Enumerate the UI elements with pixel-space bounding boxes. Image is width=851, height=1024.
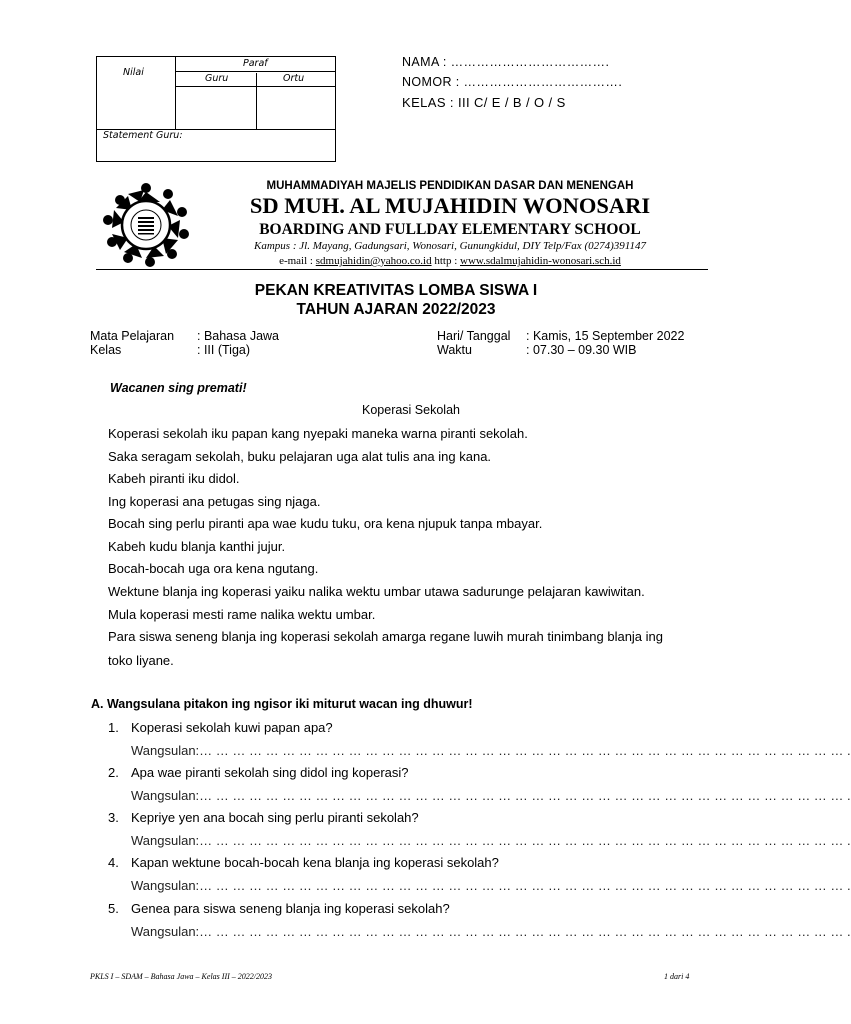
reading-line: Wektune blanja ing koperasi yaiku nalika wektu umbar utawa sadurunge pelajaran kawiwitan. [108,584,645,599]
nama-field[interactable]: NAMA : ………………………………. [402,55,610,69]
question-text: Apa wae piranti sekolah sing didol ing koperasi? [131,765,409,780]
reading-line: Para siswa seneng blanja ing koperasi sekolah amarga regane luwih murah tinimbang blanja ing [108,629,664,644]
answer-line[interactable]: Wangsulan:… … … … … … … … … … … … … … … … … … … … … … … … … … … … … … … … … … … … … … … . [131,878,851,893]
reading-line: Kabeh kudu blanja kanthi jujur. [108,539,286,554]
http-label: http : [434,255,458,267]
hari-label: Hari/ Tanggal [437,329,511,343]
answer-line[interactable]: Wangsulan:… … … … … … … … … … … … … … … … … … … … … … … … … … … … … … … … … … … … … … … . [131,743,851,758]
guru-label: Guru [205,73,229,84]
school-logo [100,180,192,268]
question-text: Kepriye yen ana bocah sing perlu piranti sekolah? [131,810,419,825]
question-number: 3. [108,810,119,825]
answer-line[interactable]: Wangsulan:… … … … … … … … … … … … … … … … … … … … … … … … … … … … … … … … … … … … … … … . [131,924,851,939]
question-number: 4. [108,855,119,870]
waktu-label: Waktu [437,343,472,357]
school-name: SD MUH. AL MUJAHIDIN WONOSARI [249,193,651,218]
statement-label: Statement Guru: [103,130,183,141]
page-number: 1 dari 4 [664,972,690,981]
reading-title: Koperasi Sekolah [362,403,460,417]
reading-line: toko liyane. [108,653,174,668]
reading-line: Mula koperasi mesti rame nalika wektu umbar. [108,607,376,622]
answer-line[interactable]: Wangsulan:… … … … … … … … … … … … … … … … … … … … … … … … … … … … … … … … … … … … … … … . [131,788,851,803]
reading-line: Koperasi sekolah iku papan kang nyepaki maneka warna piranti sekolah. [108,426,528,441]
mapel-value: : Bahasa Jawa [197,329,279,343]
reading-line: Ing koperasi ana petugas sing njaga. [108,494,321,509]
reading-line: Bocah sing perlu piranti apa wae kudu tuku, ora kena njupuk tanpa mbayar. [108,516,543,531]
reading-line: Bocah-bocah uga ora kena ngutang. [108,561,319,576]
letterhead-rule [96,269,708,270]
hari-value: : Kamis, 15 September 2022 [526,329,685,343]
email-link[interactable]: sdmujahidin@yahoo.co.id [315,255,432,267]
waktu-value: : 07.30 – 09.30 WIB [526,343,637,357]
kelas-field: KELAS : III C/ E / B / O / S [402,95,566,110]
contact-line [190,255,710,267]
answer-line[interactable]: Wangsulan:… … … … … … … … … … … … … … … … … … … … … … … … … … … … … … … … … … … … … … … . [131,833,851,848]
question-text: Kapan wektune bocah-bocah kena blanja ing koperasi sekolah? [131,855,499,870]
kelas-label: Kelas [90,343,122,357]
nomor-field[interactable]: NOMOR : ………………………………. [402,75,623,89]
ortu-label: Ortu [283,73,305,84]
reading-line: Kabeh piranti iku didol. [108,471,240,486]
paraf-label: Paraf [243,58,268,69]
reading-line: Saka seragam sekolah, buku pelajaran uga alat tulis ana ing kana. [108,449,492,464]
question-number: 2. [108,765,119,780]
org-name: MUHAMMADIYAH MAJELIS PENDIDIKAN DASAR DAN MENENGAH [266,180,634,192]
question-number: 1. [108,720,119,735]
email-label: e-mail : [279,255,313,267]
question-text: Genea para siswa seneng blanja ing koperasi sekolah? [131,901,450,916]
grade-box [96,56,336,162]
mapel-label: Mata Pelajaran [90,329,175,343]
reading-instruction: Wacanen sing premati! [110,381,247,395]
question-number: 5. [108,901,119,916]
footer-left: PKLS I – SDAM – Bahasa Jawa – Kelas III – 2022/2023 [90,972,272,981]
question-text: Koperasi sekolah kuwi papan apa? [131,720,333,735]
school-type: BOARDING AND FULLDAY ELEMENTARY SCHOOL [259,221,641,238]
page-title: PEKAN KREATIVITAS LOMBA SISWA I [254,282,538,299]
nilai-label: Nilai [123,67,144,78]
kelas-value: : III (Tiga) [197,343,251,357]
school-address: Kampus : Jl. Mayang, Gadungsari, Wonosari, Gunungkidul, DIY Telp/Fax (0274)391147 [254,240,646,252]
website-link[interactable]: www.sdalmujahidin-wonosari.sch.id [460,255,621,267]
page-subtitle: TAHUN AJARAN 2022/2023 [296,301,496,318]
section-a-heading: A. Wangsulana pitakon ing ngisor iki miturut wacan ing dhuwur! [91,697,473,711]
